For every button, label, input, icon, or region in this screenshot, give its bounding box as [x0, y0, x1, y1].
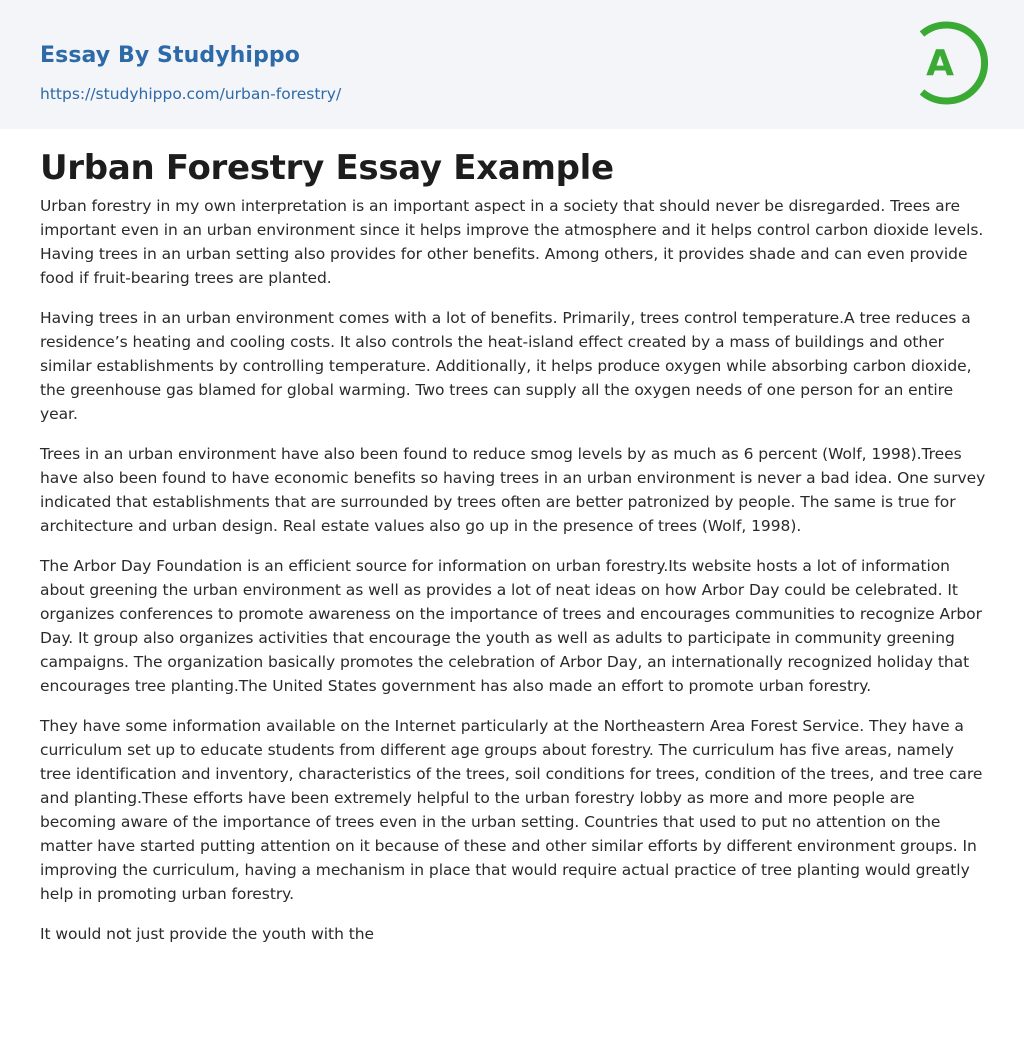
essay-paragraph: Having trees in an urban environment comes with a lot of benefits. Primarily, trees control temperature.A tree reduces a residence’s heating and cooling costs. It also controls the heat-island effect created by a mass of buildings and other similar establishments by controlling temperature. Additionally, it helps produce oxygen while absorbing carbon dioxide, the greenhouse gas blamed for global warming. Two trees can supply all the oxygen needs of one person for an entire year. [40, 309, 972, 423]
essay-paragraph: Urban forestry in my own interpretation is an important aspect in a society that should never be disregarded. Trees are important even in an urban environment since it helps improve the atmosphere and it helps control carbon dioxide levels. Having trees in an urban setting also provides for other benefits. Among others, it provides shade and can even provide food if fruit-bearing trees are planted. [40, 197, 984, 287]
essay-body [40, 194, 986, 962]
essay-paragraph: They have some information available on the Internet particularly at the Northeastern Area Forest Service. They have a curriculum set up to educate students from different age groups about forestry. The curriculum has five areas, namely tree identification and inventory, characteristics of the trees, soil conditions for trees, condition of the trees, and tree care and planting.These efforts have been extremely helpful to the urban forestry lobby as more and more people are becoming aware of the importance of trees even in the urban setting. Countries that used to put no attention on the matter have started putting attention on it because of these and other similar efforts by different environment groups. In improving the curriculum, having a mechanism in place that would require actual practice of tree planting would greatly help in promoting urban forestry. [40, 717, 983, 903]
essay-paragraph-truncated: It would not just provide the youth with the [40, 925, 375, 943]
logo-graphic [908, 18, 988, 108]
logo-letter: A [926, 43, 954, 84]
site-brand-title[interactable]: Essay By Studyhippo [40, 43, 300, 68]
studyhippo-logo-icon[interactable] [908, 18, 988, 108]
essay-url-link[interactable]: https://studyhippo.com/urban-forestry/ [40, 85, 342, 103]
essay-paragraph: Trees in an urban environment have also been found to reduce smog levels by as much as 6 percent (Wolf, 1998).Trees have also been found to have economic benefits so having trees in an urban environment is never a bad idea. One survey indicated that establishments that are surrounded by trees often are better patronized by people. The same is true for architecture and urban design. Real estate values also go up in the presence of trees (Wolf, 1998). [40, 445, 986, 535]
page-title: Urban Forestry Essay Example [40, 148, 614, 188]
essay-paragraph: The Arbor Day Foundation is an efficient source for information on urban forestry.Its website hosts a lot of information about greening the urban environment as well as provides a lot of neat ideas on how Arbor Day could be celebrated. It organizes conferences to promote awareness on the importance of trees and encourages communities to recognize Arbor Day. It group also organizes activities that encourage the youth as well as adults to participate in community greening campaigns. The organization basically promotes the celebration of Arbor Day, an internationally recognized holiday that encourages tree planting.The United States government has also made an effort to promote urban forestry. [40, 557, 982, 695]
